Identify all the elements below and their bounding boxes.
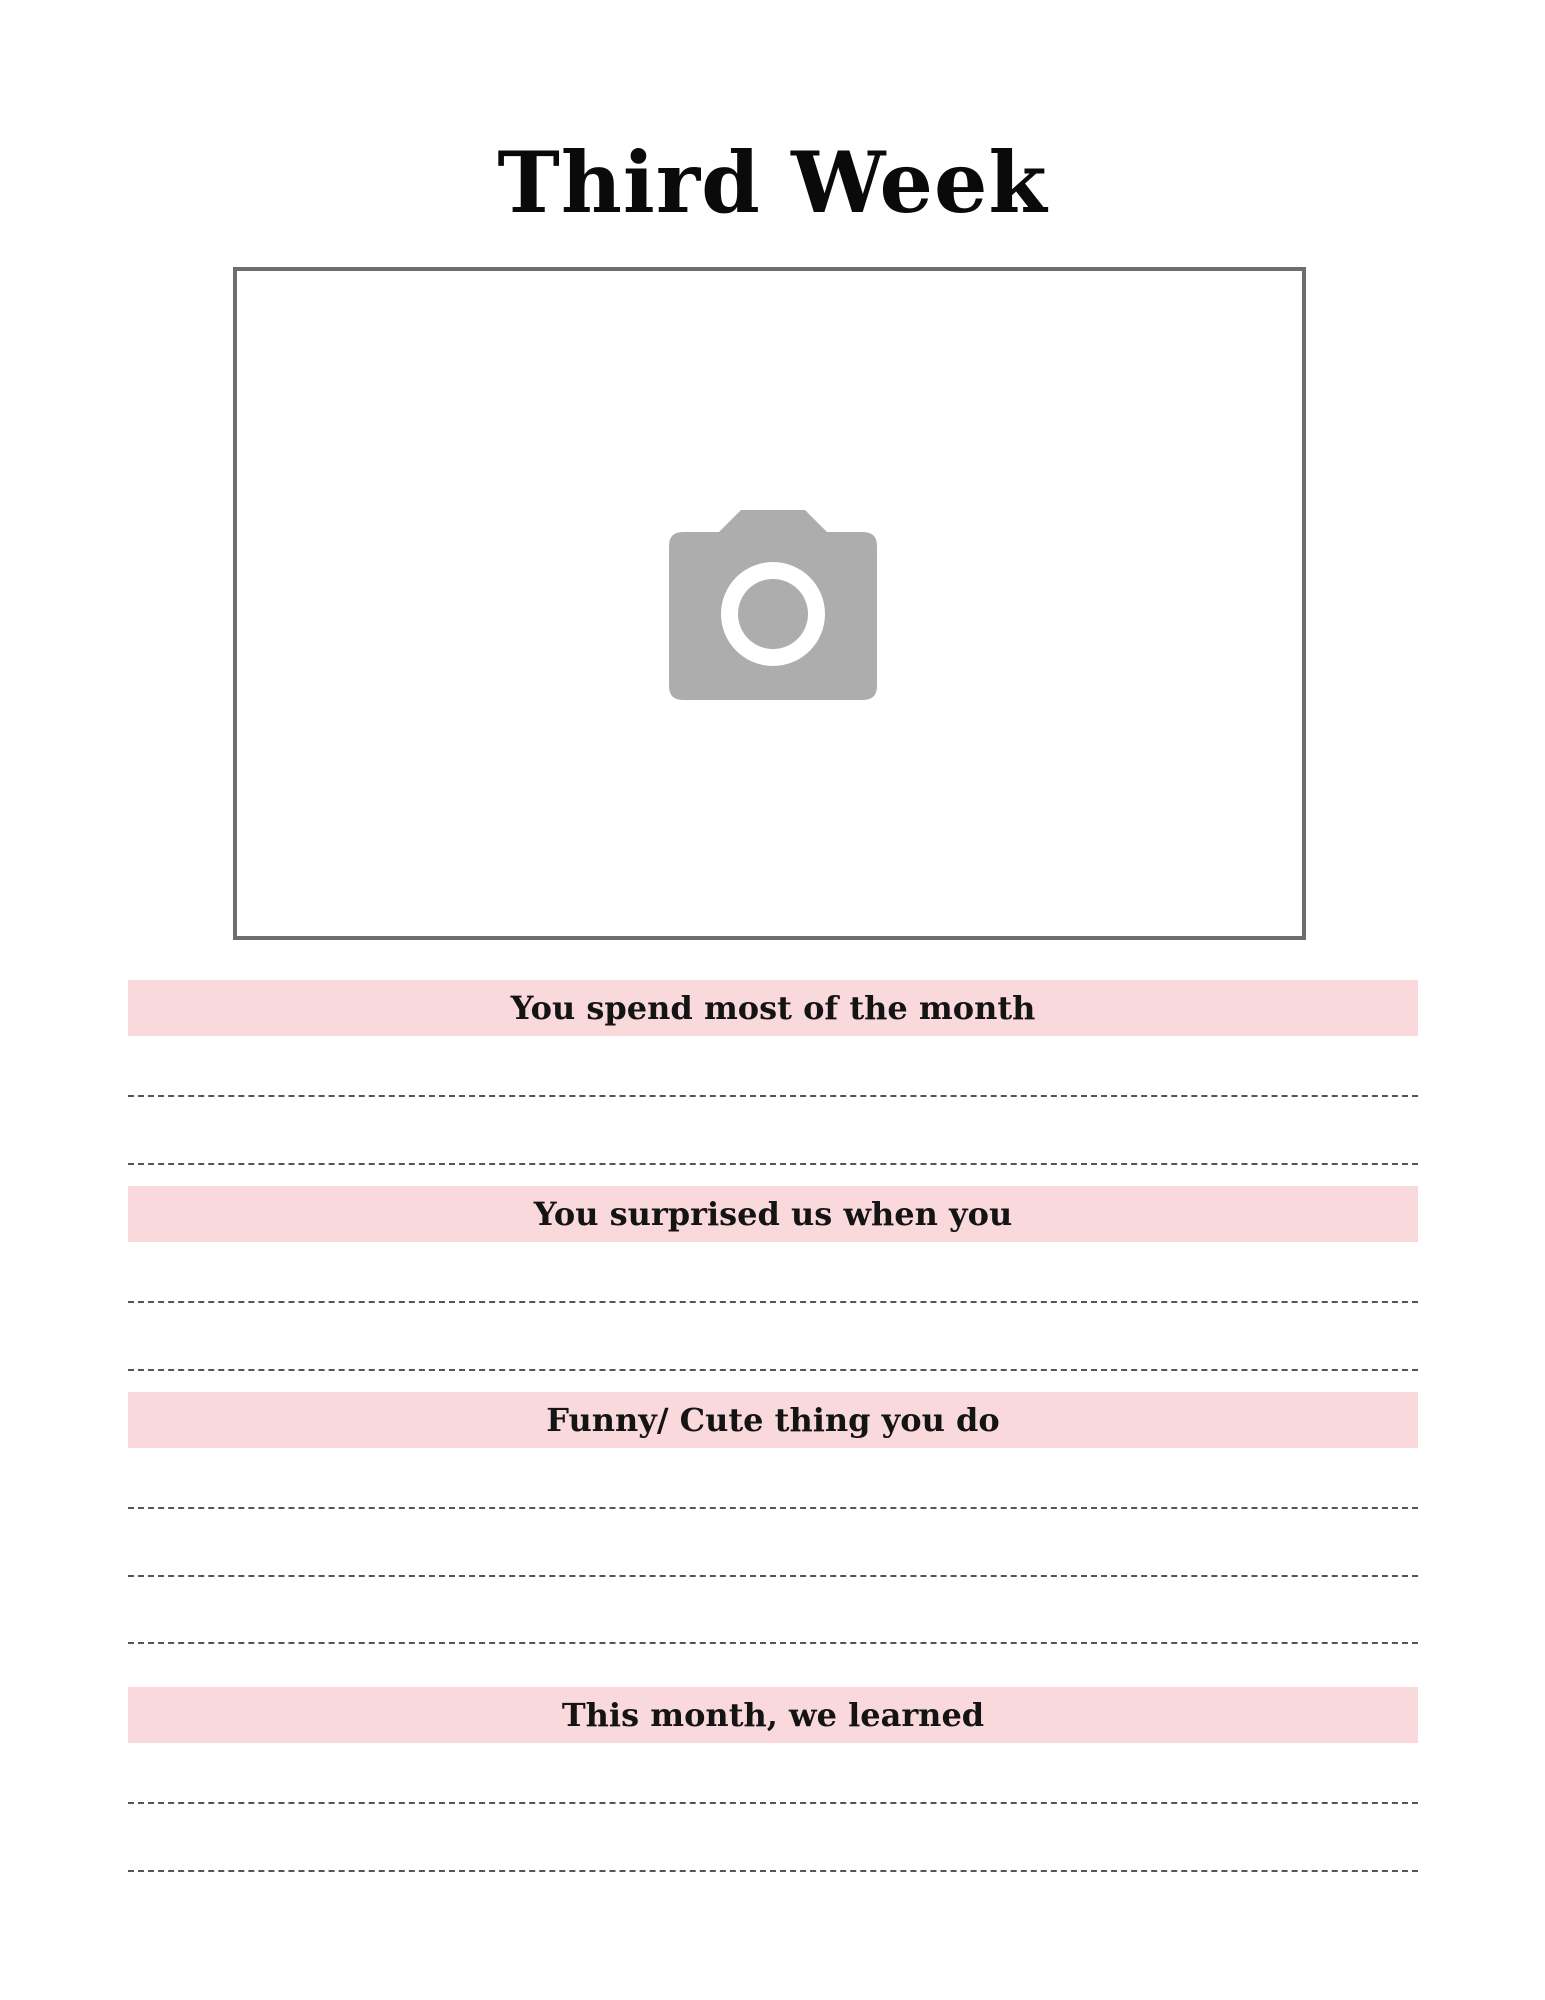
writing-line[interactable] [128,1575,1418,1577]
writing-line[interactable] [128,1870,1418,1872]
writing-line[interactable] [128,1301,1418,1303]
section-header-most-of-month: You spend most of the month [128,980,1418,1036]
writing-line[interactable] [128,1095,1418,1097]
writing-line[interactable] [128,1642,1418,1644]
writing-line[interactable] [128,1369,1418,1371]
section-header-surprised-us: You surprised us when you [128,1186,1418,1242]
writing-line[interactable] [128,1507,1418,1509]
writing-line[interactable] [128,1163,1418,1165]
section-header-we-learned: This month, we learned [128,1687,1418,1743]
page-title: Third Week [497,133,1048,232]
writing-line[interactable] [128,1802,1418,1804]
camera-icon [669,510,877,700]
section-header-funny-cute: Funny/ Cute thing you do [128,1392,1418,1448]
